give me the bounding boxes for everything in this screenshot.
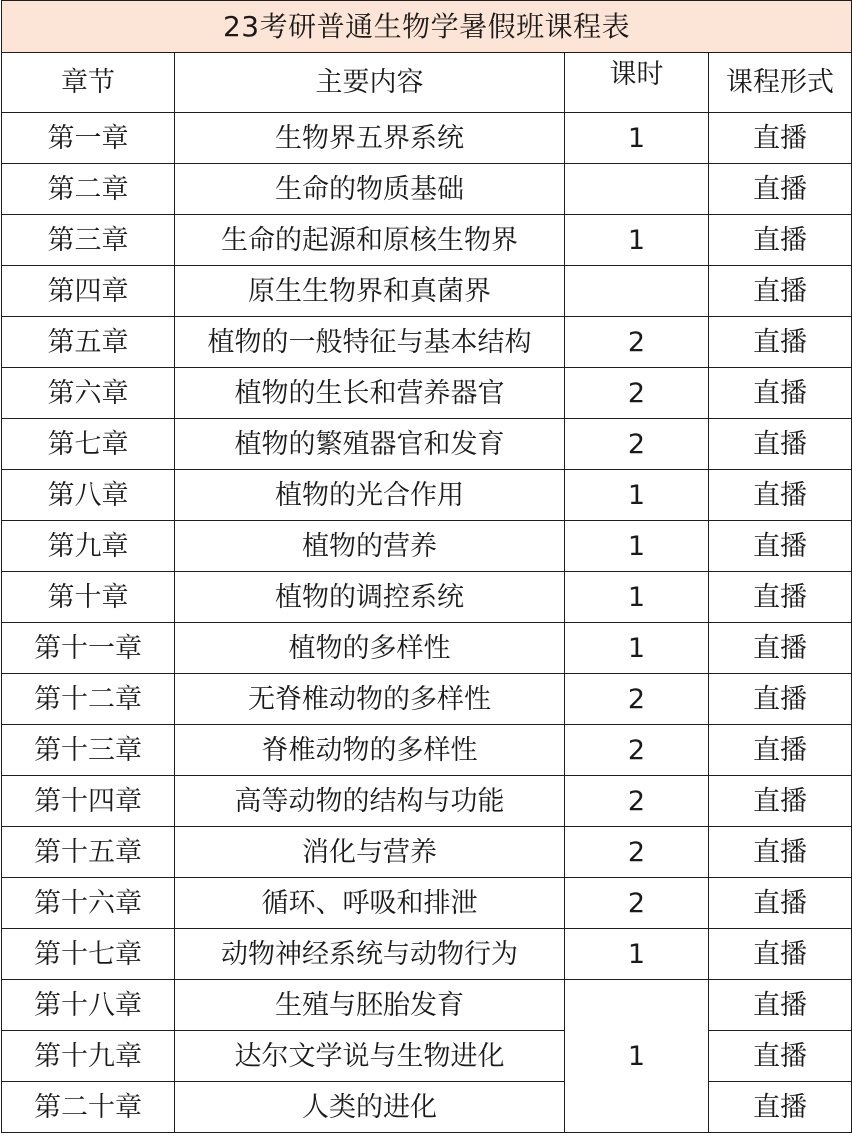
format-cell: 直播 [709,572,852,623]
chapter-cell: 第四章 [2,266,175,317]
content-cell: 高等动物的结构与功能 [175,776,565,827]
chapter-cell: 第九章 [2,521,175,572]
content-cell: 消化与营养 [175,827,565,878]
format-cell: 直播 [709,1082,852,1133]
chapter-cell: 第十四章 [2,776,175,827]
format-cell: 直播 [709,725,852,776]
hours-cell: 2 [565,776,709,827]
chapter-cell: 第十章 [2,572,175,623]
header-chapter: 章节 [2,53,175,113]
chapter-cell: 第七章 [2,419,175,470]
hours-cell: 2 [565,725,709,776]
hours-cell [565,266,709,317]
format-cell: 直播 [709,521,852,572]
content-cell: 植物的多样性 [175,623,565,674]
content-cell: 植物的生长和营养器官 [175,368,565,419]
table-row [2,113,852,164]
table-row [2,572,852,623]
chapter-cell: 第八章 [2,470,175,521]
chapter-cell: 第三章 [2,215,175,266]
chapter-cell: 第二章 [2,164,175,215]
hours-cell: 2 [565,878,709,929]
format-cell: 直播 [709,1031,852,1082]
chapter-cell: 第二十章 [2,1082,175,1133]
hours-cell: 1 [565,929,709,980]
chapter-cell: 第十七章 [2,929,175,980]
format-cell: 直播 [709,776,852,827]
format-cell: 直播 [709,470,852,521]
header-row [2,53,852,113]
table-row [2,470,852,521]
header-content: 主要内容 [175,53,565,113]
header-format: 课程形式 [709,53,852,113]
format-cell: 直播 [709,113,852,164]
table-row [2,317,852,368]
chapter-cell: 第一章 [2,113,175,164]
hours-cell: 1 [565,521,709,572]
hours-cell: 1 [565,470,709,521]
hours-cell: 2 [565,368,709,419]
table-row [2,164,852,215]
content-cell: 达尔文学说与生物进化 [175,1031,565,1082]
hours-cell: 1 [565,215,709,266]
hours-cell [565,164,709,215]
format-cell: 直播 [709,419,852,470]
chapter-cell: 第十一章 [2,623,175,674]
title-row [2,1,852,53]
hours-cell: 1 [565,623,709,674]
content-cell: 脊椎动物的多样性 [175,725,565,776]
format-cell: 直播 [709,827,852,878]
content-cell: 动物神经系统与动物行为 [175,929,565,980]
table-row [2,266,852,317]
content-cell: 生命的起源和原核生物界 [175,215,565,266]
content-cell: 无脊椎动物的多样性 [175,674,565,725]
table-row [2,1031,852,1082]
table-row [2,980,852,1031]
content-cell: 原生生物界和真菌界 [175,266,565,317]
format-cell: 直播 [709,317,852,368]
hours-cell: 1 [565,572,709,623]
table-row [2,623,852,674]
format-cell: 直播 [709,929,852,980]
content-cell: 植物的营养 [175,521,565,572]
format-cell: 直播 [709,878,852,929]
chapter-cell: 第五章 [2,317,175,368]
format-cell: 直播 [709,164,852,215]
table-row [2,521,852,572]
chapter-cell: 第十五章 [2,827,175,878]
format-cell: 直播 [709,368,852,419]
chapter-cell: 第十二章 [2,674,175,725]
table-title: 23考研普通生物学暑假班课程表 [2,1,852,53]
content-cell: 生物界五界系统 [175,113,565,164]
content-cell: 植物的一般特征与基本结构 [175,317,565,368]
format-cell: 直播 [709,674,852,725]
content-cell: 生命的物质基础 [175,164,565,215]
content-cell: 植物的调控系统 [175,572,565,623]
table-row [2,1082,852,1133]
table-row [2,827,852,878]
table-row [2,215,852,266]
format-cell: 直播 [709,623,852,674]
format-cell: 直播 [709,215,852,266]
chapter-cell: 第十三章 [2,725,175,776]
format-cell: 直播 [709,980,852,1031]
table-row [2,776,852,827]
table-row [2,368,852,419]
table-row [2,725,852,776]
header-hours: 课时 [565,53,709,113]
table-row [2,419,852,470]
format-cell: 直播 [709,266,852,317]
content-cell: 循环、呼吸和排泄 [175,878,565,929]
table-row [2,674,852,725]
content-cell: 生殖与胚胎发育 [175,980,565,1031]
chapter-cell: 第六章 [2,368,175,419]
chapter-cell: 第十六章 [2,878,175,929]
hours-cell: 2 [565,419,709,470]
chapter-cell: 第十八章 [2,980,175,1031]
hours-cell: 2 [565,317,709,368]
hours-cell: 2 [565,827,709,878]
hours-cell: 2 [565,674,709,725]
content-cell: 植物的繁殖器官和发育 [175,419,565,470]
course-schedule-table [1,0,852,1133]
table-row [2,878,852,929]
hours-cell: 1 [565,113,709,164]
chapter-cell: 第十九章 [2,1031,175,1082]
hours-cell-merged: 1 [565,980,709,1133]
table-row [2,929,852,980]
content-cell: 人类的进化 [175,1082,565,1133]
content-cell: 植物的光合作用 [175,470,565,521]
